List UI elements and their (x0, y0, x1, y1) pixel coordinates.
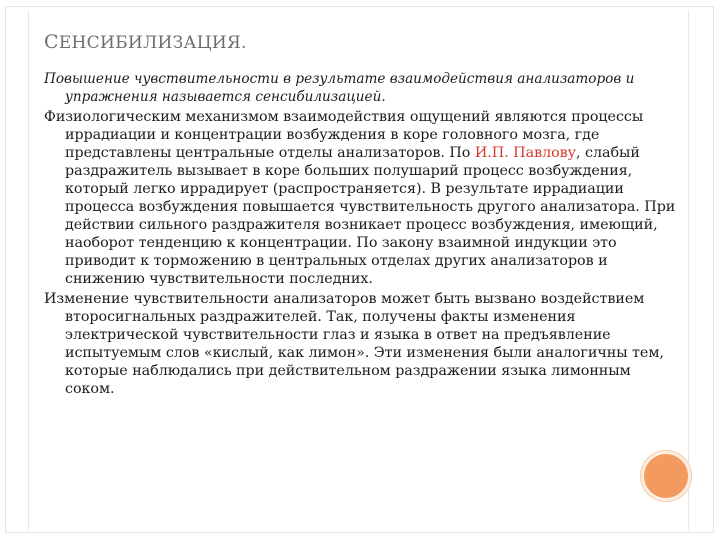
slide-content (44, 70, 684, 400)
pavlov-link[interactable]: И.П. Павлову (474, 145, 577, 161)
definition-paragraph: Повышение чувствительности в результате взаимодействия анализаторов и упражнения называется сенсибилизацией. (44, 71, 635, 105)
mechanism-text-end: , слабый раздражитель вызывает в коре больших полушарий процесс возбуждения, который легко иррадирует (распространяется). В результате иррадиации процесса возбуждения повышается чувствительность другого анализатора. При действии сильного раздражителя возникает процесс возбуждения, имеющий, наоборот тенденцию к концентрации. По закону взаимной индукции это приводит к торможению в центральных отделах других анализаторов и снижению чувствительности последних. (65, 145, 676, 287)
right-margin-rule (688, 10, 689, 530)
mechanism-text-start: Физиологическим механизмом взаимодействия ощущений являются процессы иррадиации и концентрации возбуждения в коре головного мозга, где представлены центральные отделы анализаторов. По (44, 109, 644, 161)
slide-title-initial: С (44, 31, 59, 53)
left-margin-rule (28, 10, 29, 530)
second-signal-paragraph: Изменение чувствительности анализаторов может быть вызвано воздействием второсигнальных раздражителей. Так, получены факты изменения электрической чувствительности глаз и языка в ответ на предъявление испытуемым слов «кислый, как лимон». Эти изменения были аналогичны тем, которые наблюдались при действительном раздражении языка лимонным соком. (44, 291, 664, 397)
slide-title-rest: ЕНСИБИЛИЗАЦИЯ. (58, 33, 247, 53)
mechanism-paragraph (44, 108, 684, 288)
decorative-circle-icon (641, 451, 691, 501)
slide-title (44, 31, 247, 53)
